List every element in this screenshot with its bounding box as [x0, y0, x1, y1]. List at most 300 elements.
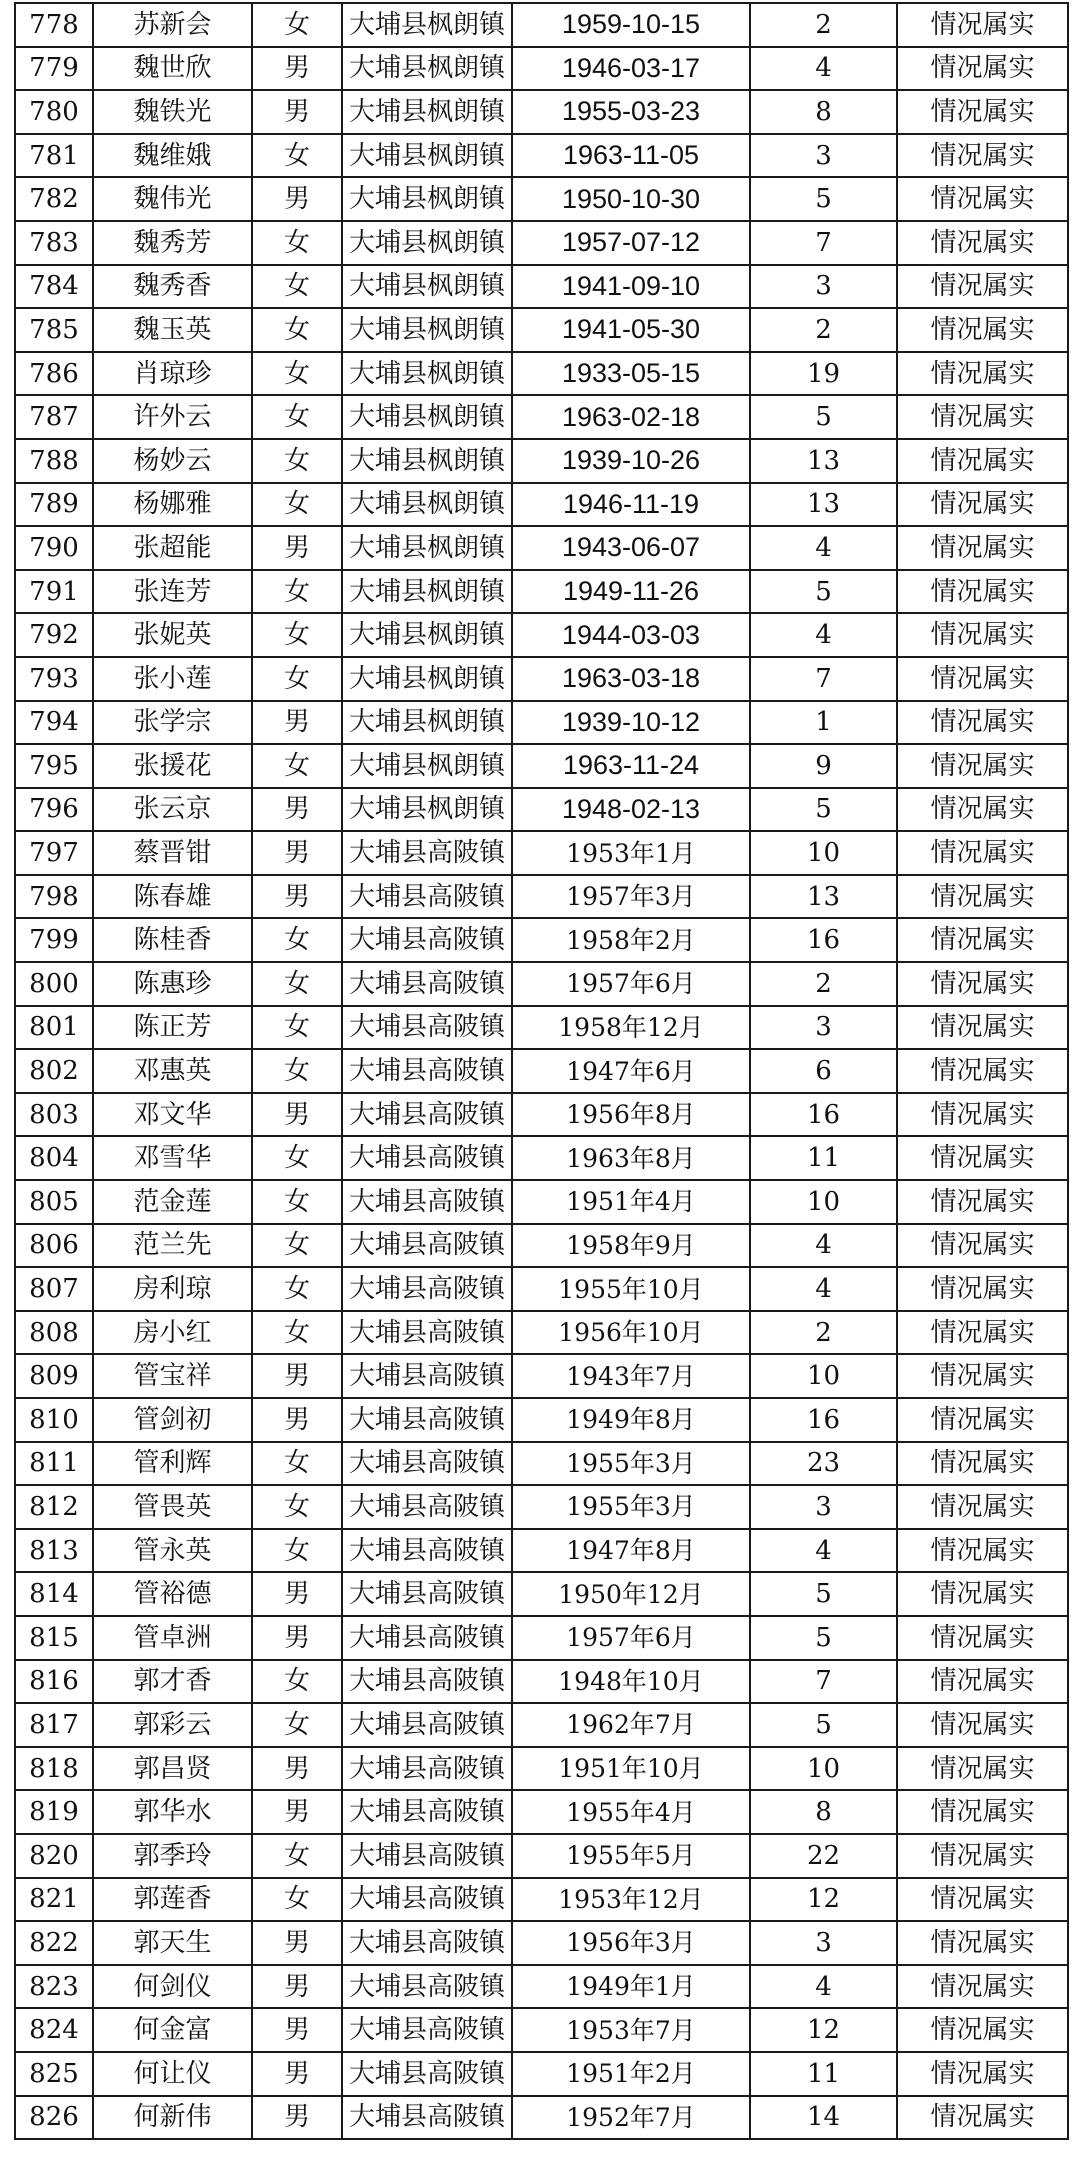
gender-cell: 女: [252, 352, 342, 396]
row-number-cell: 819: [15, 1790, 93, 1834]
date-cell: 1953年7月: [512, 2008, 750, 2052]
date-cell: 1963-03-18: [512, 657, 750, 701]
table-row: [15, 439, 1068, 483]
roster-body: [15, 3, 1068, 2139]
township-cell: 大埔县枫朗镇: [342, 90, 512, 134]
person-name-cell: 魏秀香: [93, 265, 252, 309]
verification-status-cell: 情况属实: [897, 1398, 1068, 1442]
count-cell: 2: [750, 1311, 897, 1355]
gender-cell: 男: [252, 526, 342, 570]
count-cell: 5: [750, 570, 897, 614]
gender-cell: 女: [252, 1660, 342, 1704]
table-row: [15, 1311, 1068, 1355]
row-number-cell: 778: [15, 3, 93, 47]
date-cell: 1948年10月: [512, 1660, 750, 1704]
count-cell: 5: [750, 1616, 897, 1660]
township-cell: 大埔县高陂镇: [342, 2052, 512, 2096]
count-cell: 4: [750, 1224, 897, 1268]
gender-cell: 女: [252, 1703, 342, 1747]
person-name-cell: 杨娜雅: [93, 483, 252, 527]
person-name-cell: 陈桂香: [93, 918, 252, 962]
person-name-cell: 管卓洲: [93, 1616, 252, 1660]
verification-status-cell: 情况属实: [897, 1006, 1068, 1050]
table-row: [15, 1572, 1068, 1616]
verification-status-cell: 情况属实: [897, 1616, 1068, 1660]
verification-status-cell: 情况属实: [897, 526, 1068, 570]
date-cell: 1963年8月: [512, 1136, 750, 1180]
township-cell: 大埔县高陂镇: [342, 918, 512, 962]
row-number-cell: 779: [15, 47, 93, 91]
gender-cell: 女: [252, 134, 342, 178]
person-name-cell: 张小莲: [93, 657, 252, 701]
row-number-cell: 814: [15, 1572, 93, 1616]
person-name-cell: 郭天生: [93, 1921, 252, 1965]
date-cell: 1951年4月: [512, 1180, 750, 1224]
gender-cell: 女: [252, 1267, 342, 1311]
person-name-cell: 郭才香: [93, 1660, 252, 1704]
date-cell: 1951年10月: [512, 1747, 750, 1791]
verification-status-cell: 情况属实: [897, 613, 1068, 657]
person-name-cell: 张超能: [93, 526, 252, 570]
person-name-cell: 管裕德: [93, 1572, 252, 1616]
row-number-cell: 803: [15, 1093, 93, 1137]
township-cell: 大埔县高陂镇: [342, 1224, 512, 1268]
verification-status-cell: 情况属实: [897, 744, 1068, 788]
verification-status-cell: 情况属实: [897, 875, 1068, 919]
date-cell: 1955年5月: [512, 1834, 750, 1878]
gender-cell: 男: [252, 1921, 342, 1965]
person-name-cell: 何金富: [93, 2008, 252, 2052]
gender-cell: 男: [252, 2008, 342, 2052]
table-row: [15, 918, 1068, 962]
count-cell: 5: [750, 1572, 897, 1616]
count-cell: 4: [750, 1529, 897, 1573]
row-number-cell: 809: [15, 1354, 93, 1398]
verification-status-cell: 情况属实: [897, 657, 1068, 701]
township-cell: 大埔县枫朗镇: [342, 570, 512, 614]
count-cell: 4: [750, 613, 897, 657]
date-cell: 1959-10-15: [512, 3, 750, 47]
count-cell: 10: [750, 1747, 897, 1791]
gender-cell: 女: [252, 1006, 342, 1050]
date-cell: 1950-10-30: [512, 177, 750, 221]
township-cell: 大埔县高陂镇: [342, 1965, 512, 2009]
row-number-cell: 813: [15, 1529, 93, 1573]
date-cell: 1948-02-13: [512, 788, 750, 832]
table-row: [15, 613, 1068, 657]
township-cell: 大埔县高陂镇: [342, 1311, 512, 1355]
row-number-cell: 800: [15, 962, 93, 1006]
date-cell: 1957年6月: [512, 1616, 750, 1660]
verification-status-cell: 情况属实: [897, 1485, 1068, 1529]
gender-cell: 女: [252, 1311, 342, 1355]
person-name-cell: 何新伟: [93, 2096, 252, 2140]
verification-status-cell: 情况属实: [897, 918, 1068, 962]
date-cell: 1947年6月: [512, 1049, 750, 1093]
person-name-cell: 张学宗: [93, 701, 252, 745]
row-number-cell: 781: [15, 134, 93, 178]
date-cell: 1963-11-24: [512, 744, 750, 788]
township-cell: 大埔县枫朗镇: [342, 439, 512, 483]
verification-status-cell: 情况属实: [897, 570, 1068, 614]
row-number-cell: 824: [15, 2008, 93, 2052]
gender-cell: 女: [252, 570, 342, 614]
person-name-cell: 郭彩云: [93, 1703, 252, 1747]
date-cell: 1955年4月: [512, 1790, 750, 1834]
count-cell: 8: [750, 90, 897, 134]
person-name-cell: 何让仪: [93, 2052, 252, 2096]
gender-cell: 女: [252, 1049, 342, 1093]
verification-status-cell: 情况属实: [897, 439, 1068, 483]
table-row: [15, 134, 1068, 178]
row-number-cell: 792: [15, 613, 93, 657]
gender-cell: 女: [252, 1442, 342, 1486]
table-row: [15, 395, 1068, 439]
verification-status-cell: 情况属实: [897, 1354, 1068, 1398]
date-cell: 1949年8月: [512, 1398, 750, 1442]
gender-cell: 男: [252, 2052, 342, 2096]
count-cell: 8: [750, 1790, 897, 1834]
township-cell: 大埔县枫朗镇: [342, 395, 512, 439]
row-number-cell: 787: [15, 395, 93, 439]
verification-status-cell: 情况属实: [897, 483, 1068, 527]
person-name-cell: 管利辉: [93, 1442, 252, 1486]
count-cell: 11: [750, 2052, 897, 2096]
person-name-cell: 陈春雄: [93, 875, 252, 919]
count-cell: 10: [750, 1354, 897, 1398]
gender-cell: 女: [252, 395, 342, 439]
row-number-cell: 804: [15, 1136, 93, 1180]
person-name-cell: 范金莲: [93, 1180, 252, 1224]
township-cell: 大埔县枫朗镇: [342, 3, 512, 47]
row-number-cell: 798: [15, 875, 93, 919]
township-cell: 大埔县枫朗镇: [342, 177, 512, 221]
row-number-cell: 791: [15, 570, 93, 614]
table-row: [15, 1267, 1068, 1311]
count-cell: 12: [750, 1878, 897, 1922]
person-name-cell: 张援花: [93, 744, 252, 788]
township-cell: 大埔县枫朗镇: [342, 613, 512, 657]
table-row: [15, 1136, 1068, 1180]
date-cell: 1956年10月: [512, 1311, 750, 1355]
row-number-cell: 780: [15, 90, 93, 134]
township-cell: 大埔县枫朗镇: [342, 744, 512, 788]
person-name-cell: 房利琼: [93, 1267, 252, 1311]
township-cell: 大埔县枫朗镇: [342, 483, 512, 527]
count-cell: 7: [750, 221, 897, 265]
table-row: [15, 2096, 1068, 2140]
count-cell: 7: [750, 657, 897, 701]
gender-cell: 女: [252, 1485, 342, 1529]
table-row: [15, 1834, 1068, 1878]
gender-cell: 男: [252, 788, 342, 832]
count-cell: 4: [750, 1267, 897, 1311]
roster-sheet: [14, 2, 1067, 2140]
date-cell: 1963-11-05: [512, 134, 750, 178]
gender-cell: 女: [252, 221, 342, 265]
gender-cell: 男: [252, 1965, 342, 2009]
township-cell: 大埔县枫朗镇: [342, 308, 512, 352]
verification-status-cell: 情况属实: [897, 265, 1068, 309]
date-cell: 1941-05-30: [512, 308, 750, 352]
row-number-cell: 820: [15, 1834, 93, 1878]
verification-status-cell: 情况属实: [897, 177, 1068, 221]
person-name-cell: 何剑仪: [93, 1965, 252, 2009]
verification-status-cell: 情况属实: [897, 1834, 1068, 1878]
date-cell: 1953年12月: [512, 1878, 750, 1922]
verification-status-cell: 情况属实: [897, 1267, 1068, 1311]
township-cell: 大埔县高陂镇: [342, 1442, 512, 1486]
verification-status-cell: 情况属实: [897, 962, 1068, 1006]
township-cell: 大埔县高陂镇: [342, 831, 512, 875]
gender-cell: 女: [252, 3, 342, 47]
table-row: [15, 1660, 1068, 1704]
count-cell: 16: [750, 1093, 897, 1137]
verification-status-cell: 情况属实: [897, 352, 1068, 396]
gender-cell: 男: [252, 1398, 342, 1442]
row-number-cell: 818: [15, 1747, 93, 1791]
township-cell: 大埔县枫朗镇: [342, 526, 512, 570]
person-name-cell: 邓文华: [93, 1093, 252, 1137]
count-cell: 7: [750, 1660, 897, 1704]
gender-cell: 男: [252, 1616, 342, 1660]
table-row: [15, 1006, 1068, 1050]
row-number-cell: 806: [15, 1224, 93, 1268]
gender-cell: 男: [252, 1790, 342, 1834]
gender-cell: 男: [252, 875, 342, 919]
table-row: [15, 526, 1068, 570]
date-cell: 1955年3月: [512, 1485, 750, 1529]
township-cell: 大埔县高陂镇: [342, 1834, 512, 1878]
row-number-cell: 782: [15, 177, 93, 221]
date-cell: 1957年6月: [512, 962, 750, 1006]
table-row: [15, 1398, 1068, 1442]
table-row: [15, 962, 1068, 1006]
count-cell: 13: [750, 439, 897, 483]
count-cell: 2: [750, 962, 897, 1006]
township-cell: 大埔县高陂镇: [342, 1703, 512, 1747]
date-cell: 1939-10-26: [512, 439, 750, 483]
person-name-cell: 魏世欣: [93, 47, 252, 91]
gender-cell: 男: [252, 1747, 342, 1791]
row-number-cell: 795: [15, 744, 93, 788]
date-cell: 1949-11-26: [512, 570, 750, 614]
verification-status-cell: 情况属实: [897, 221, 1068, 265]
table-row: [15, 570, 1068, 614]
table-row: [15, 875, 1068, 919]
person-name-cell: 房小红: [93, 1311, 252, 1355]
date-cell: 1939-10-12: [512, 701, 750, 745]
count-cell: 5: [750, 395, 897, 439]
township-cell: 大埔县枫朗镇: [342, 701, 512, 745]
gender-cell: 男: [252, 831, 342, 875]
person-name-cell: 魏维娥: [93, 134, 252, 178]
count-cell: 23: [750, 1442, 897, 1486]
table-row: [15, 1790, 1068, 1834]
person-name-cell: 魏铁光: [93, 90, 252, 134]
date-cell: 1949年1月: [512, 1965, 750, 2009]
table-row: [15, 1878, 1068, 1922]
verification-status-cell: 情况属实: [897, 1049, 1068, 1093]
table-row: [15, 177, 1068, 221]
gender-cell: 女: [252, 744, 342, 788]
township-cell: 大埔县高陂镇: [342, 1572, 512, 1616]
count-cell: 3: [750, 265, 897, 309]
count-cell: 19: [750, 352, 897, 396]
township-cell: 大埔县高陂镇: [342, 1616, 512, 1660]
row-number-cell: 825: [15, 2052, 93, 2096]
table-row: [15, 1616, 1068, 1660]
township-cell: 大埔县枫朗镇: [342, 221, 512, 265]
township-cell: 大埔县高陂镇: [342, 1660, 512, 1704]
person-name-cell: 魏玉英: [93, 308, 252, 352]
person-name-cell: 杨妙云: [93, 439, 252, 483]
row-number-cell: 797: [15, 831, 93, 875]
gender-cell: 男: [252, 1572, 342, 1616]
township-cell: 大埔县高陂镇: [342, 1529, 512, 1573]
count-cell: 10: [750, 831, 897, 875]
gender-cell: 女: [252, 483, 342, 527]
date-cell: 1955年10月: [512, 1267, 750, 1311]
table-row: [15, 701, 1068, 745]
table-row: [15, 2008, 1068, 2052]
township-cell: 大埔县高陂镇: [342, 962, 512, 1006]
township-cell: 大埔县枫朗镇: [342, 47, 512, 91]
table-row: [15, 1224, 1068, 1268]
township-cell: 大埔县高陂镇: [342, 1878, 512, 1922]
count-cell: 13: [750, 875, 897, 919]
date-cell: 1944-03-03: [512, 613, 750, 657]
row-number-cell: 785: [15, 308, 93, 352]
township-cell: 大埔县枫朗镇: [342, 788, 512, 832]
person-name-cell: 张妮英: [93, 613, 252, 657]
verification-status-cell: 情况属实: [897, 134, 1068, 178]
verification-status-cell: 情况属实: [897, 701, 1068, 745]
count-cell: 2: [750, 3, 897, 47]
township-cell: 大埔县高陂镇: [342, 1485, 512, 1529]
count-cell: 5: [750, 1703, 897, 1747]
roster-table: [14, 2, 1069, 2140]
gender-cell: 女: [252, 265, 342, 309]
verification-status-cell: 情况属实: [897, 1311, 1068, 1355]
row-number-cell: 793: [15, 657, 93, 701]
row-number-cell: 821: [15, 1878, 93, 1922]
row-number-cell: 812: [15, 1485, 93, 1529]
person-name-cell: 郭昌贤: [93, 1747, 252, 1791]
verification-status-cell: 情况属实: [897, 1572, 1068, 1616]
gender-cell: 女: [252, 918, 342, 962]
verification-status-cell: 情况属实: [897, 1747, 1068, 1791]
verification-status-cell: 情况属实: [897, 1136, 1068, 1180]
row-number-cell: 805: [15, 1180, 93, 1224]
verification-status-cell: 情况属实: [897, 2052, 1068, 2096]
table-row: [15, 352, 1068, 396]
row-number-cell: 784: [15, 265, 93, 309]
person-name-cell: 邓雪华: [93, 1136, 252, 1180]
count-cell: 14: [750, 2096, 897, 2140]
table-row: [15, 1049, 1068, 1093]
count-cell: 22: [750, 1834, 897, 1878]
table-row: [15, 308, 1068, 352]
count-cell: 4: [750, 47, 897, 91]
date-cell: 1946-11-19: [512, 483, 750, 527]
person-name-cell: 郭季玲: [93, 1834, 252, 1878]
verification-status-cell: 情况属实: [897, 2008, 1068, 2052]
count-cell: 3: [750, 1921, 897, 1965]
verification-status-cell: 情况属实: [897, 788, 1068, 832]
date-cell: 1958年12月: [512, 1006, 750, 1050]
row-number-cell: 826: [15, 2096, 93, 2140]
gender-cell: 女: [252, 613, 342, 657]
count-cell: 5: [750, 788, 897, 832]
verification-status-cell: 情况属实: [897, 1442, 1068, 1486]
person-name-cell: 肖琼珍: [93, 352, 252, 396]
count-cell: 6: [750, 1049, 897, 1093]
township-cell: 大埔县枫朗镇: [342, 657, 512, 701]
township-cell: 大埔县高陂镇: [342, 1180, 512, 1224]
verification-status-cell: 情况属实: [897, 831, 1068, 875]
verification-status-cell: 情况属实: [897, 3, 1068, 47]
gender-cell: 女: [252, 1180, 342, 1224]
gender-cell: 女: [252, 1529, 342, 1573]
count-cell: 10: [750, 1180, 897, 1224]
row-number-cell: 815: [15, 1616, 93, 1660]
date-cell: 1962年7月: [512, 1703, 750, 1747]
person-name-cell: 陈正芳: [93, 1006, 252, 1050]
table-row: [15, 1921, 1068, 1965]
township-cell: 大埔县高陂镇: [342, 1006, 512, 1050]
date-cell: 1946-03-17: [512, 47, 750, 91]
verification-status-cell: 情况属实: [897, 1224, 1068, 1268]
verification-status-cell: 情况属实: [897, 1529, 1068, 1573]
township-cell: 大埔县高陂镇: [342, 1093, 512, 1137]
township-cell: 大埔县枫朗镇: [342, 134, 512, 178]
table-row: [15, 2052, 1068, 2096]
date-cell: 1950年12月: [512, 1572, 750, 1616]
person-name-cell: 范兰先: [93, 1224, 252, 1268]
township-cell: 大埔县高陂镇: [342, 1354, 512, 1398]
row-number-cell: 808: [15, 1311, 93, 1355]
township-cell: 大埔县高陂镇: [342, 1790, 512, 1834]
row-number-cell: 811: [15, 1442, 93, 1486]
count-cell: 2: [750, 308, 897, 352]
township-cell: 大埔县高陂镇: [342, 1747, 512, 1791]
count-cell: 13: [750, 483, 897, 527]
gender-cell: 男: [252, 1093, 342, 1137]
verification-status-cell: 情况属实: [897, 90, 1068, 134]
person-name-cell: 郭莲香: [93, 1878, 252, 1922]
count-cell: 11: [750, 1136, 897, 1180]
date-cell: 1941-09-10: [512, 265, 750, 309]
row-number-cell: 794: [15, 701, 93, 745]
date-cell: 1943-06-07: [512, 526, 750, 570]
gender-cell: 男: [252, 701, 342, 745]
person-name-cell: 管宝祥: [93, 1354, 252, 1398]
date-cell: 1955-03-23: [512, 90, 750, 134]
township-cell: 大埔县高陂镇: [342, 2096, 512, 2140]
table-row: [15, 788, 1068, 832]
row-number-cell: 789: [15, 483, 93, 527]
table-row: [15, 483, 1068, 527]
township-cell: 大埔县高陂镇: [342, 1921, 512, 1965]
township-cell: 大埔县高陂镇: [342, 875, 512, 919]
row-number-cell: 807: [15, 1267, 93, 1311]
gender-cell: 女: [252, 1136, 342, 1180]
gender-cell: 女: [252, 308, 342, 352]
verification-status-cell: 情况属实: [897, 308, 1068, 352]
person-name-cell: 郭华水: [93, 1790, 252, 1834]
date-cell: 1958年9月: [512, 1224, 750, 1268]
